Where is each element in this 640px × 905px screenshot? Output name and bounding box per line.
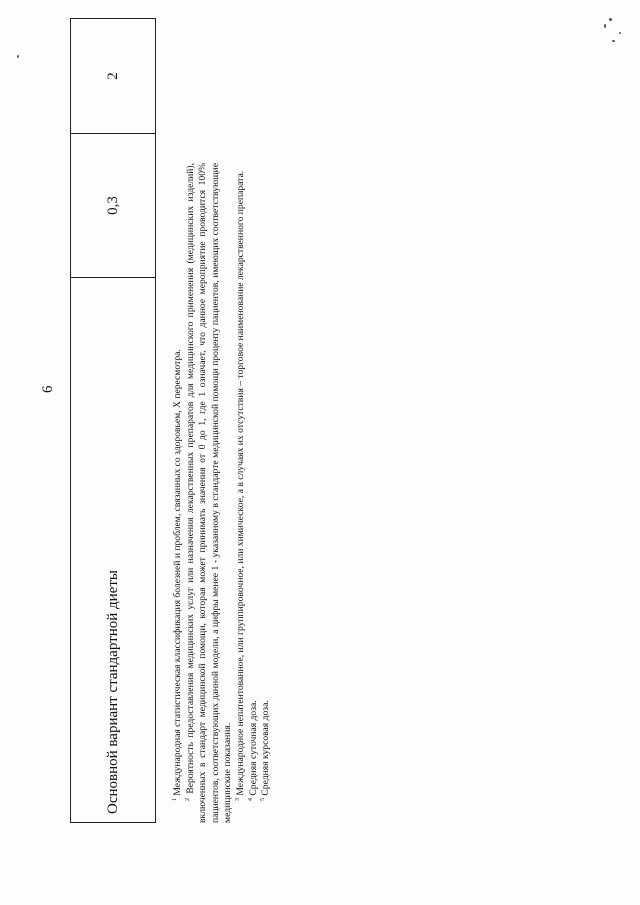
- diet-name-cell: Основной вариант стандартной диеты: [71, 278, 156, 823]
- table-row: [71, 19, 156, 823]
- footnote-5: $^5$ Средняя курсовая доза.: [259, 700, 272, 801]
- footnote-3: $^3$ Международное непатентованное, или группировочное, или химическое, а в случаях их отсутствия – торговое наименование лекарственного препарата.: [234, 170, 246, 801]
- footnotes: [172, 163, 273, 823]
- diet-table: [70, 18, 156, 823]
- page-number: 6: [40, 385, 56, 393]
- footnote-1: $^1$ Международная статистическая классификация болезней и проблем, связанных со здоровьем, X пересмотра.: [171, 349, 183, 801]
- footnote-4: $^4$ Средняя суточная доза.: [247, 700, 259, 801]
- frequency-value-cell: 0,3: [71, 134, 156, 278]
- footnote-2: $^2$ Вероятность предоставления медицинских услуг или назначения лекарственных препаратов для медицинского применения (медицинских изделий), включенных в стандарт медицинской помощи, которая может принимать значения от 0 до 1, где 1 означает, что данное мероприятие проводится 100% пациентов, соответствующих данной модели, а цифры менее 1 - указанному в стандарте медицинской помощи проценту пациентов, имеющих соответствующие медицинские показания.: [184, 163, 234, 823]
- count-value-cell: 2: [71, 19, 156, 134]
